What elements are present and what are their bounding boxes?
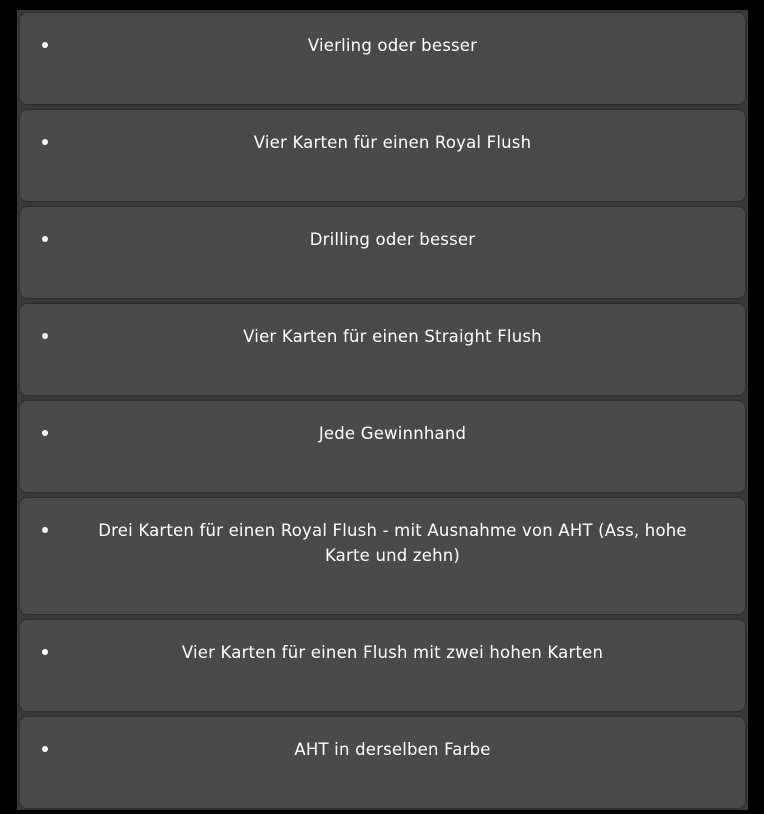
list-item — [20, 401, 745, 492]
list-item — [20, 304, 745, 395]
list-item — [20, 207, 745, 298]
list-item — [20, 620, 745, 711]
bullet-icon — [42, 139, 48, 145]
strategy-list — [20, 13, 745, 814]
list-item-label: Vier Karten für einen Flush mit zwei hohen Karten — [181, 643, 604, 662]
list-item — [20, 110, 745, 201]
list-item-label: AHT in derselben Farbe — [294, 740, 491, 759]
bullet-icon — [42, 333, 48, 339]
bullet-icon — [42, 649, 48, 655]
list-item-label: Drei Karten für einen Royal Flush - mit Ausnahme von AHT (Ass, hohe Karte und zehn) — [98, 521, 687, 565]
list-item-label: Vier Karten für einen Straight Flush — [243, 327, 542, 346]
list-item-label: Vier Karten für einen Royal Flush — [253, 133, 532, 152]
list-item-label: Vierling oder besser — [307, 36, 478, 55]
bullet-icon — [42, 42, 48, 48]
list-item-label: Jede Gewinnhand — [318, 424, 467, 443]
bullet-icon — [42, 746, 48, 752]
bullet-icon — [42, 527, 48, 533]
bullet-icon — [42, 430, 48, 436]
list-item — [20, 13, 745, 104]
list-item — [20, 498, 745, 614]
bullet-icon — [42, 236, 48, 242]
list-item — [20, 717, 745, 808]
list-item-label: Drilling oder besser — [309, 230, 476, 249]
